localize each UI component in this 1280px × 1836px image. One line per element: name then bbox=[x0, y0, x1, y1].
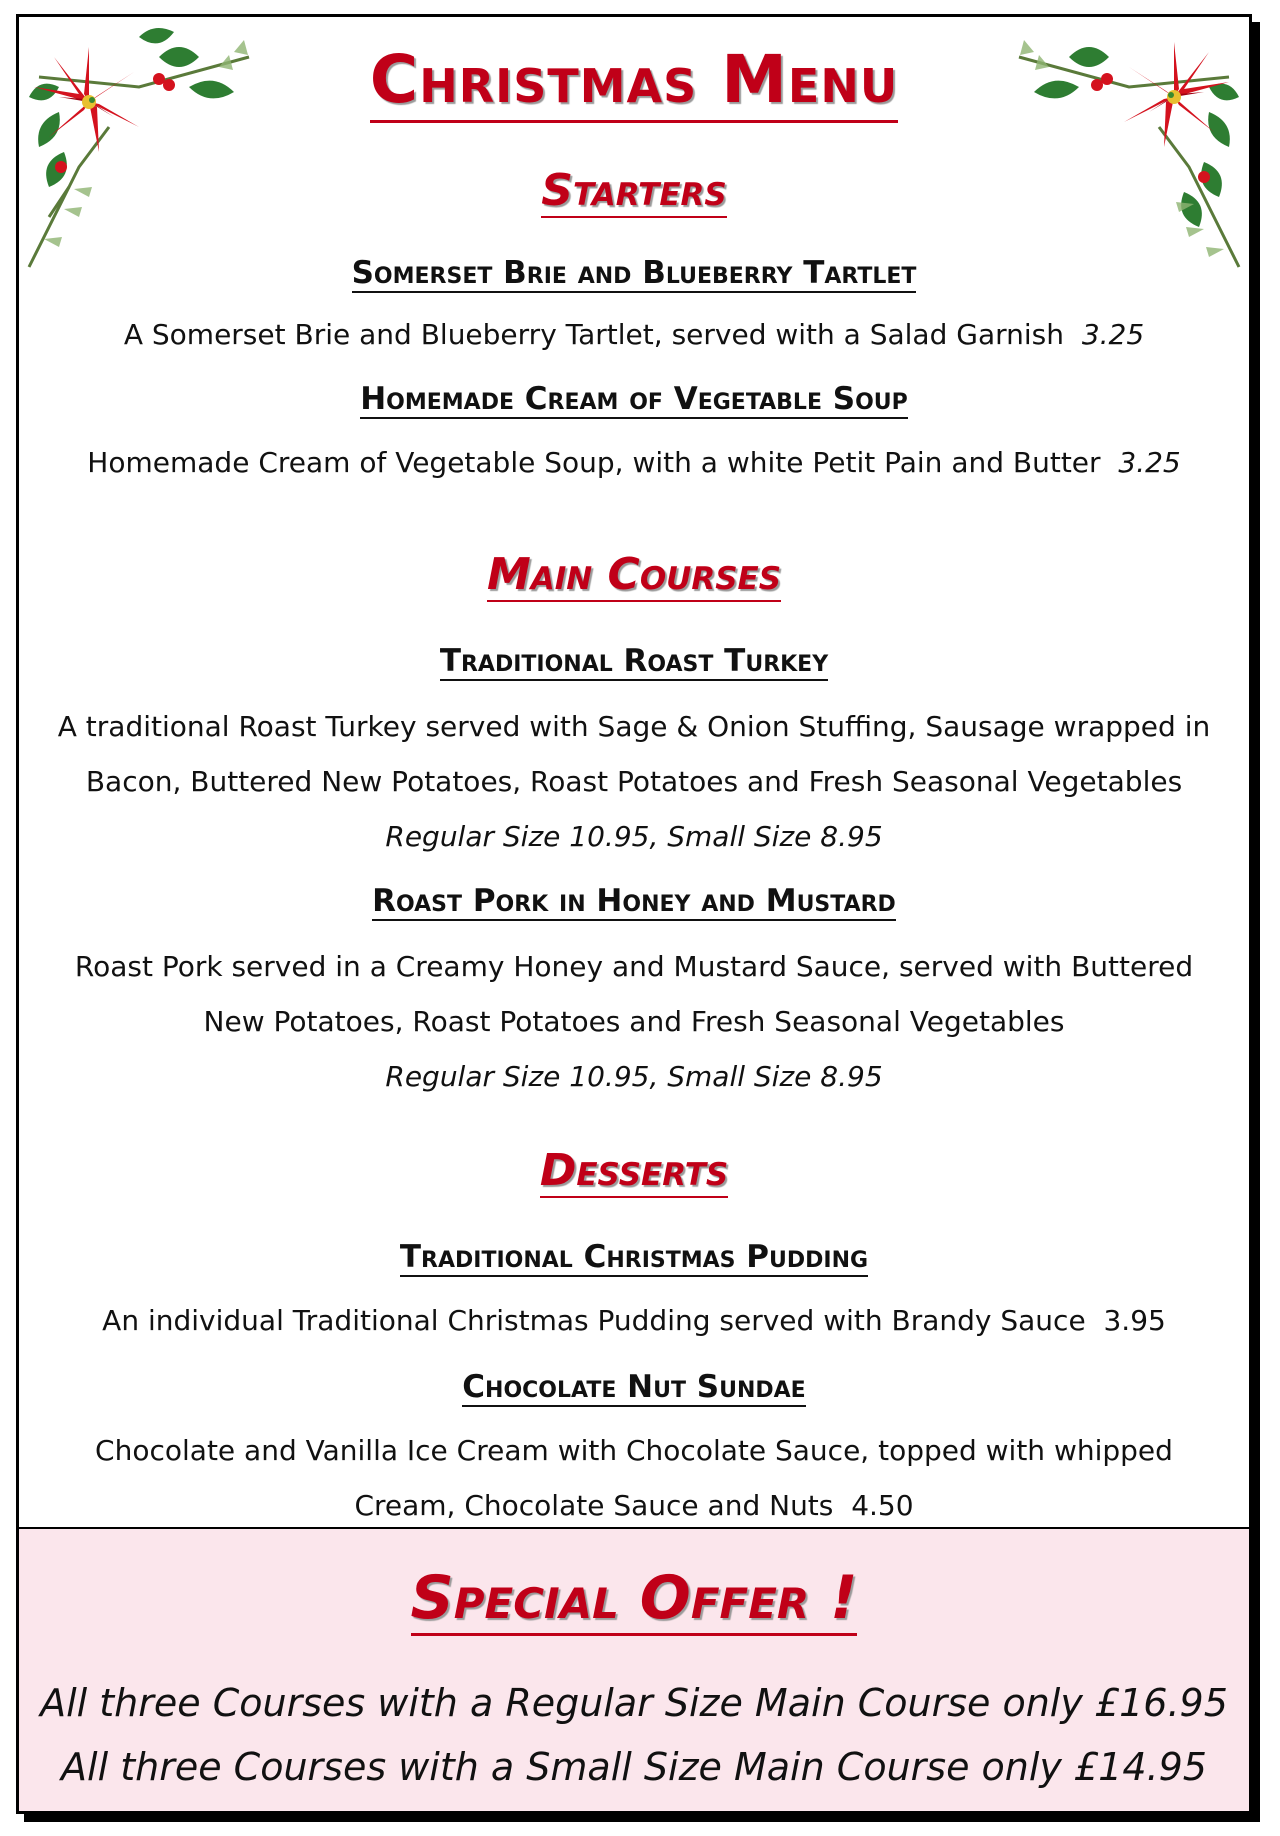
special-offer-panel bbox=[19, 1527, 1249, 1811]
menu-item-name: Traditional Roast Turkey bbox=[439, 643, 829, 679]
menu-item-price: 4.50 bbox=[851, 1489, 914, 1522]
menu-content bbox=[19, 17, 1249, 1527]
menu-item-name: Traditional Christmas Pudding bbox=[399, 1239, 869, 1275]
menu-item-description: Roast Pork served in a Creamy Honey and Mustard Sauce, served with Buttered New Potatoes, Roast Potatoes and Fresh Seasonal Vegetables Regular Size 10.95, Small Size 8.95 bbox=[74, 950, 1194, 1093]
menu-item-name: Somerset Brie and Blueberry Tartlet bbox=[351, 255, 917, 291]
menu-item-price: 3.25 bbox=[1118, 446, 1181, 479]
section-heading-mains: Main Courses bbox=[486, 549, 782, 600]
special-offer-line: All three Courses with a Regular Size Main Course only £16.95 bbox=[40, 1681, 1228, 1725]
menu-item-description: An individual Traditional Christmas Pudding served with Brandy Sauce 3.95 bbox=[102, 1304, 1166, 1337]
menu-item-name: Chocolate Nut Sundae bbox=[462, 1369, 806, 1405]
menu-item-price: 3.95 bbox=[1103, 1304, 1166, 1337]
menu-frame bbox=[16, 14, 1252, 1814]
section-heading-desserts: Desserts bbox=[539, 1145, 729, 1196]
menu-item-name: Roast Pork in Honey and Mustard bbox=[372, 883, 896, 919]
special-offer-line: All three Courses with a Small Size Main Course only £14.95 bbox=[61, 1745, 1207, 1789]
menu-item-description: A Somerset Brie and Blueberry Tartlet, served with a Salad Garnish 3.25 bbox=[123, 318, 1145, 351]
menu-item-price: Regular Size 10.95, Small Size 8.95 bbox=[385, 1060, 883, 1093]
menu-item-price: Regular Size 10.95, Small Size 8.95 bbox=[385, 820, 883, 853]
page-title: Christmas Menu bbox=[19, 41, 1249, 118]
special-offer-heading: Special Offer ! bbox=[19, 1563, 1249, 1633]
menu-item-price: 3.25 bbox=[1081, 318, 1145, 351]
menu-item-name: Homemade Cream of Vegetable Soup bbox=[360, 381, 908, 417]
menu-item-description: A traditional Roast Turkey served with Sage & Onion Stuffing, Sausage wrapped in Bacon, Buttered New Potatoes, Roast Potatoes and Fresh Seasonal Vegetables Regular Size 10.95, Small Size 8.95 bbox=[57, 710, 1211, 853]
menu-item-description: Chocolate and Vanilla Ice Cream with Chocolate Sauce, topped with whipped Cream, Chocolate Sauce and Nuts 4.50 bbox=[95, 1434, 1173, 1522]
menu-item-description: Homemade Cream of Vegetable Soup, with a white Petit Pain and Butter 3.25 bbox=[87, 446, 1181, 479]
section-heading-starters: Starters bbox=[541, 165, 727, 216]
